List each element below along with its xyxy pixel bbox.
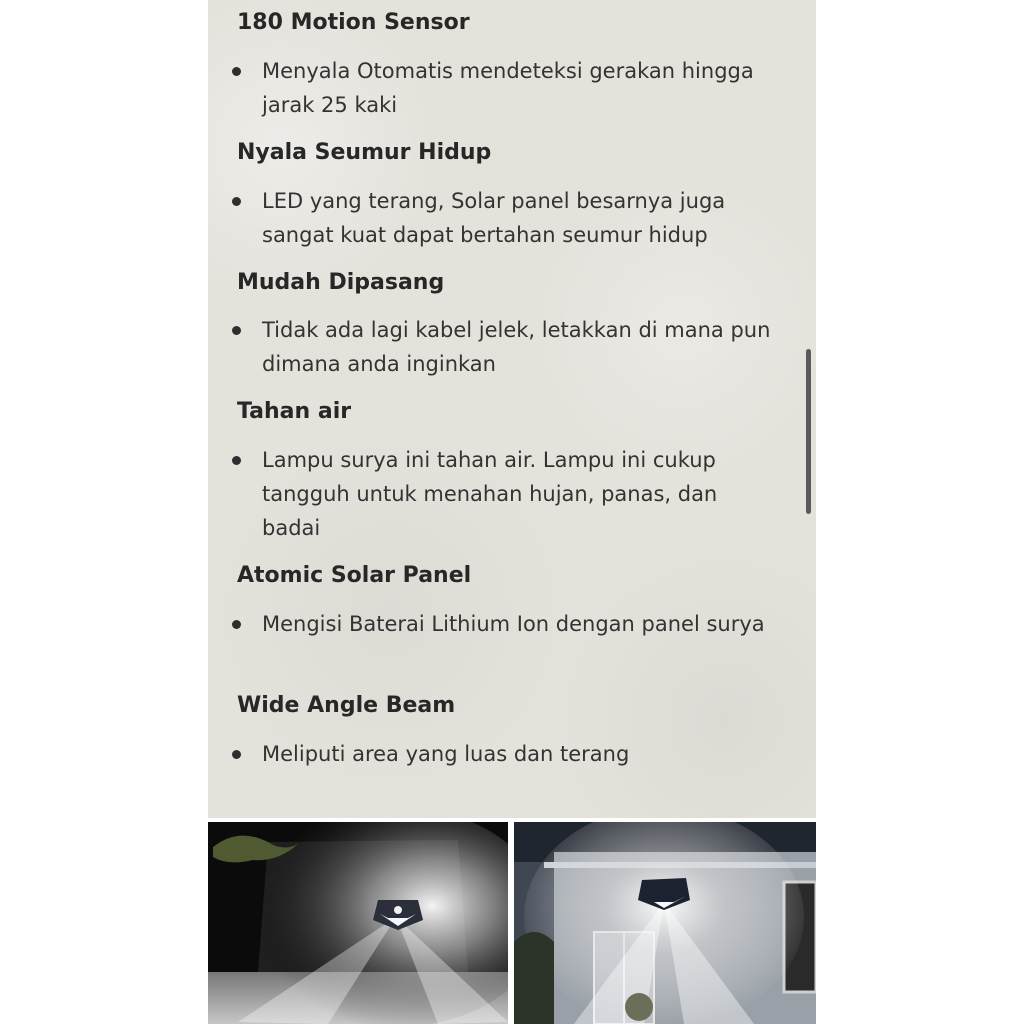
- bullet-text: Menyala Otomatis mendeteksi gerakan hingga jarak 25 kaki: [262, 59, 754, 117]
- list-item: [232, 737, 792, 771]
- feature-list[interactable]: [208, 0, 816, 818]
- bullet-dot-icon: [232, 750, 241, 759]
- night-wall-light-illustration: [208, 822, 508, 1024]
- section-title-lifetime-light: Nyala Seumur Hidup: [237, 140, 492, 165]
- section-title-waterproof: Tahan air: [237, 399, 352, 424]
- bullet-dot-icon: [232, 620, 241, 629]
- list-item: [232, 607, 792, 675]
- product-description-view: [208, 0, 816, 1024]
- product-photo-house-wall-light[interactable]: [514, 822, 816, 1024]
- section-title-solar-panel: Atomic Solar Panel: [237, 563, 472, 588]
- section-title-wide-angle: Wide Angle Beam: [237, 693, 456, 718]
- bullet-text: LED yang terang, Solar panel besarnya juga sangat kuat dapat bertahan seumur hidup: [262, 189, 726, 247]
- list-item: [232, 443, 792, 545]
- list-item: [232, 54, 792, 122]
- list-item: [232, 184, 792, 252]
- bullet-dot-icon: [232, 197, 241, 206]
- bullet-text: Lampu surya ini tahan air. Lampu ini cukup tangguh untuk menahan hujan, panas, dan badai: [262, 448, 718, 540]
- bullet-text: Meliputi area yang luas dan terang: [262, 742, 630, 766]
- product-photo-strip: [208, 822, 816, 1024]
- bullet-dot-icon: [232, 67, 241, 76]
- section-title-easy-install: Mudah Dipasang: [237, 270, 445, 295]
- vertical-scrollbar[interactable]: [806, 349, 811, 514]
- section-title-motion-sensor: 180 Motion Sensor: [237, 10, 470, 35]
- bullet-text: Mengisi Baterai Lithium Ion dengan panel surya: [262, 612, 765, 636]
- house-wall-light-illustration: [514, 822, 816, 1024]
- list-item: [232, 313, 792, 381]
- bullet-dot-icon: [232, 326, 241, 335]
- bullet-dot-icon: [232, 456, 241, 465]
- product-photo-night-wall-light[interactable]: [208, 822, 508, 1024]
- bullet-text: Tidak ada lagi kabel jelek, letakkan di mana pun dimana anda inginkan: [262, 318, 771, 376]
